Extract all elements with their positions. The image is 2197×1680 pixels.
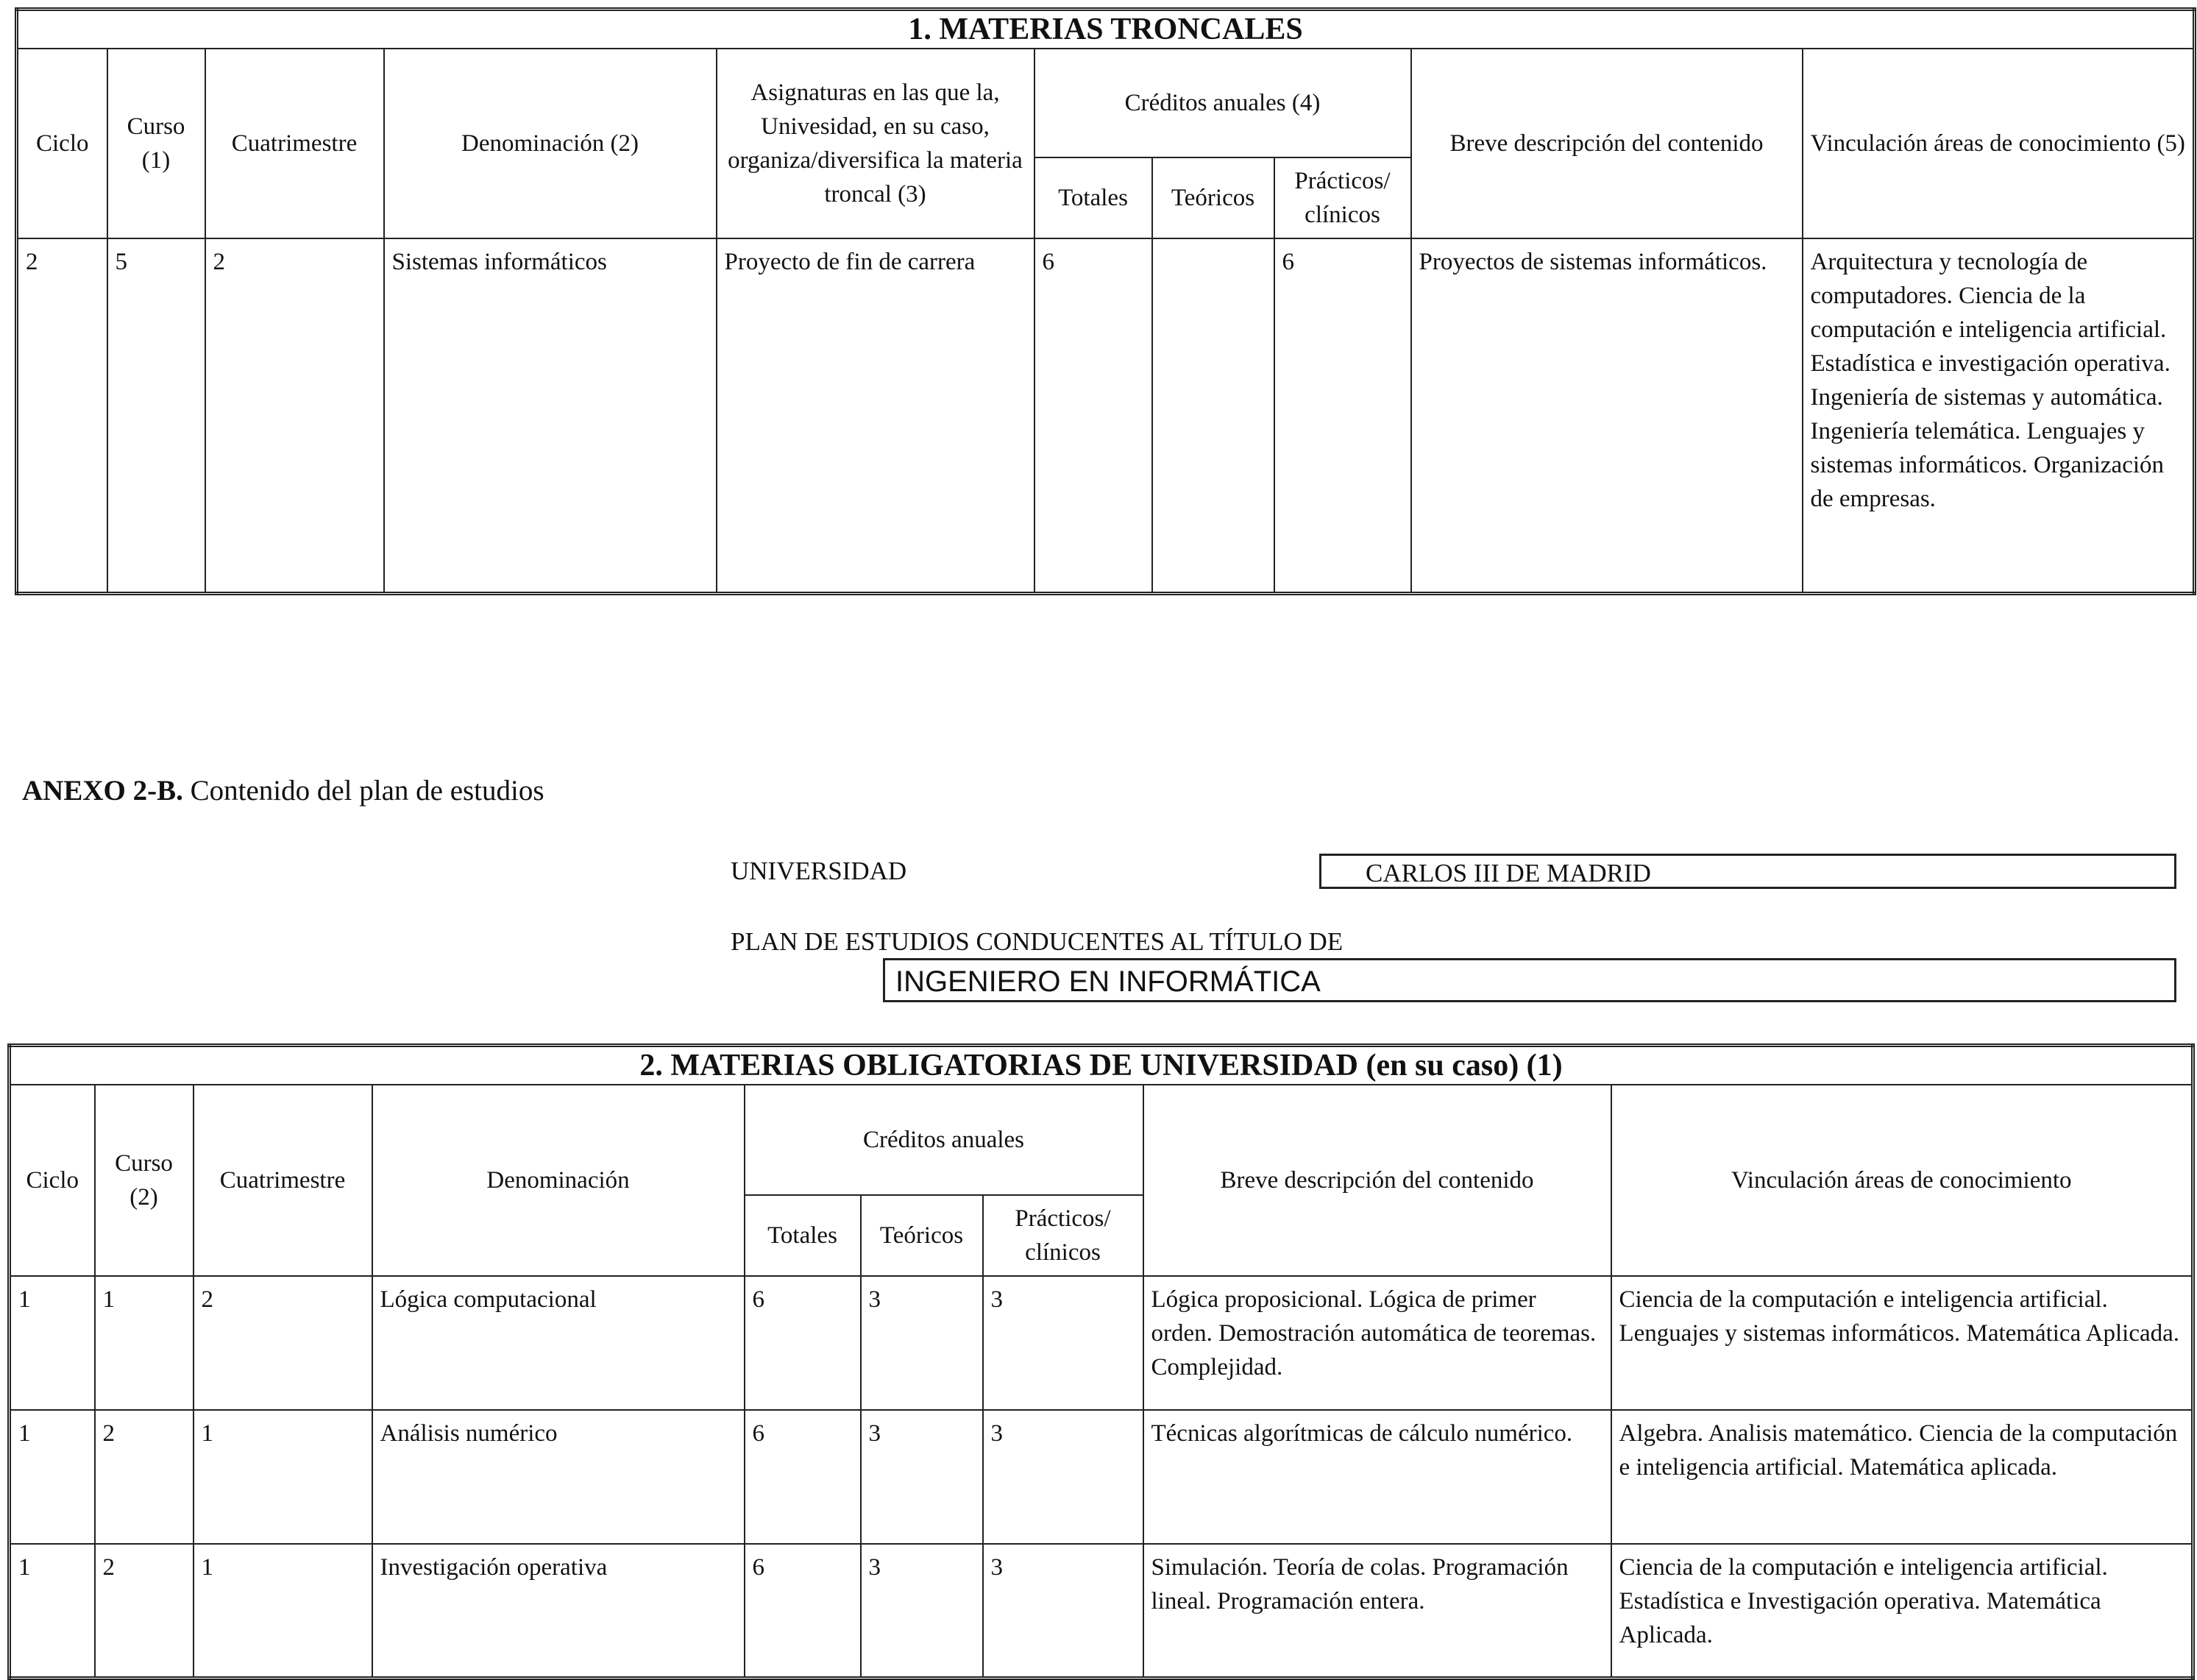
- header-asignaturas: Asignaturas en las que la, Univesidad, en su caso, organiza/diversifica la materia troncal (3): [717, 49, 1034, 238]
- header-cuatrimestre: Cuatrimestre: [194, 1085, 372, 1276]
- materias-obligatorias-table: [7, 1043, 2195, 1680]
- titulo-field: INGENIERO EN INFORMÁTICA: [883, 958, 2176, 1002]
- header-denominacion: Denominación: [372, 1085, 745, 1276]
- header-ciclo: Ciclo: [17, 49, 107, 238]
- cell-curso: 2: [95, 1544, 194, 1678]
- universidad-field: CARLOS III DE MADRID: [1319, 854, 2176, 889]
- cell-vinculacion: Ciencia de la computación e inteligencia artificial. Lenguajes y sistemas informáticos. Matemática Aplicada.: [1611, 1276, 2193, 1410]
- header-teoricos: Teóricos: [861, 1195, 983, 1276]
- cell-descripcion: Simulación. Teoría de colas. Programación lineal. Programación entera.: [1143, 1544, 1611, 1678]
- cell-curso: 5: [107, 238, 205, 593]
- cell-descripcion: Proyectos de sistemas informáticos.: [1411, 238, 1803, 593]
- header-ciclo: Ciclo: [10, 1085, 95, 1276]
- header-totales: Totales: [745, 1195, 861, 1276]
- cell-asignaturas: Proyecto de fin de carrera: [717, 238, 1034, 593]
- cell-practicos: 6: [1274, 238, 1411, 593]
- cell-teoricos: 3: [861, 1410, 983, 1544]
- cell-teoricos: 3: [861, 1276, 983, 1410]
- cell-totales: 6: [745, 1410, 861, 1544]
- cell-cuatrimestre: 2: [194, 1276, 372, 1410]
- header-denominacion: Denominación (2): [384, 49, 717, 238]
- cell-denominacion: Análisis numérico: [372, 1410, 745, 1544]
- table-row: [10, 1410, 2193, 1544]
- annex-label: ANEXO 2-B.: [22, 775, 183, 807]
- header-vinculacion: Vinculación áreas de conocimiento: [1611, 1085, 2193, 1276]
- cell-cuatrimestre: 2: [205, 238, 384, 593]
- cell-denominacion: Investigación operativa: [372, 1544, 745, 1678]
- cell-descripcion: Lógica proposicional. Lógica de primer orden. Demostración automática de teoremas. Complejidad.: [1143, 1276, 1611, 1410]
- table-row: [17, 238, 2195, 593]
- header-descripcion: Breve descripción del contenido: [1143, 1085, 1611, 1276]
- header-practicos: Prácticos/ clínicos: [983, 1195, 1143, 1276]
- cell-practicos: 3: [983, 1544, 1143, 1678]
- cell-curso: 2: [95, 1410, 194, 1544]
- header-curso: Curso (2): [95, 1085, 194, 1276]
- universidad-label: UNIVERSIDAD: [731, 857, 907, 885]
- header-creditos: Créditos anuales (4): [1034, 49, 1411, 157]
- cell-ciclo: 2: [17, 238, 107, 593]
- cell-ciclo: 1: [10, 1410, 95, 1544]
- header-curso: Curso (1): [107, 49, 205, 238]
- header-totales: Totales: [1034, 157, 1152, 238]
- header-descripcion: Breve descripción del contenido: [1411, 49, 1803, 238]
- cell-totales: 6: [745, 1544, 861, 1678]
- table-title: 1. MATERIAS TRONCALES: [17, 10, 2195, 49]
- cell-practicos: 3: [983, 1276, 1143, 1410]
- cell-denominacion: Lógica computacional: [372, 1276, 745, 1410]
- table-row: [10, 1544, 2193, 1678]
- cell-vinculacion: Algebra. Analisis matemático. Ciencia de la computación e inteligencia artificial. Matemática aplicada.: [1611, 1410, 2193, 1544]
- cell-vinculacion: Ciencia de la computación e inteligencia artificial. Estadística e Investigación operativa. Matemática Aplicada.: [1611, 1544, 2193, 1678]
- cell-totales: 6: [1034, 238, 1152, 593]
- annex-text: Contenido del plan de estudios: [182, 775, 544, 807]
- cell-vinculacion: Arquitectura y tecnología de computadores. Ciencia de la computación e inteligencia artificial. Estadística e investigación operativa. Ingeniería de sistemas y automática. Ingeniería telemática. Lenguajes y sistemas informáticos. Organización de empresas.: [1803, 238, 2195, 593]
- cell-ciclo: 1: [10, 1276, 95, 1410]
- plan-label: PLAN DE ESTUDIOS CONDUCENTES AL TÍTULO DE: [731, 927, 1344, 956]
- header-vinculacion: Vinculación áreas de conocimiento (5): [1803, 49, 2195, 238]
- cell-totales: 6: [745, 1276, 861, 1410]
- header-creditos: Créditos anuales: [745, 1085, 1143, 1195]
- cell-teoricos: [1152, 238, 1274, 593]
- table-title: 2. MATERIAS OBLIGATORIAS DE UNIVERSIDAD (en su caso) (1): [10, 1046, 2193, 1085]
- annex-heading: [22, 774, 544, 807]
- header-practicos: Prácticos/ clínicos: [1274, 157, 1411, 238]
- cell-teoricos: 3: [861, 1544, 983, 1678]
- cell-descripcion: Técnicas algorítmicas de cálculo numérico.: [1143, 1410, 1611, 1544]
- cell-ciclo: 1: [10, 1544, 95, 1678]
- table-row: [10, 1276, 2193, 1410]
- cell-practicos: 3: [983, 1410, 1143, 1544]
- cell-curso: 1: [95, 1276, 194, 1410]
- header-cuatrimestre: Cuatrimestre: [205, 49, 384, 238]
- cell-cuatrimestre: 1: [194, 1544, 372, 1678]
- cell-cuatrimestre: 1: [194, 1410, 372, 1544]
- materias-troncales-table: [15, 7, 2196, 595]
- header-teoricos: Teóricos: [1152, 157, 1274, 238]
- cell-denominacion: Sistemas informáticos: [384, 238, 717, 593]
